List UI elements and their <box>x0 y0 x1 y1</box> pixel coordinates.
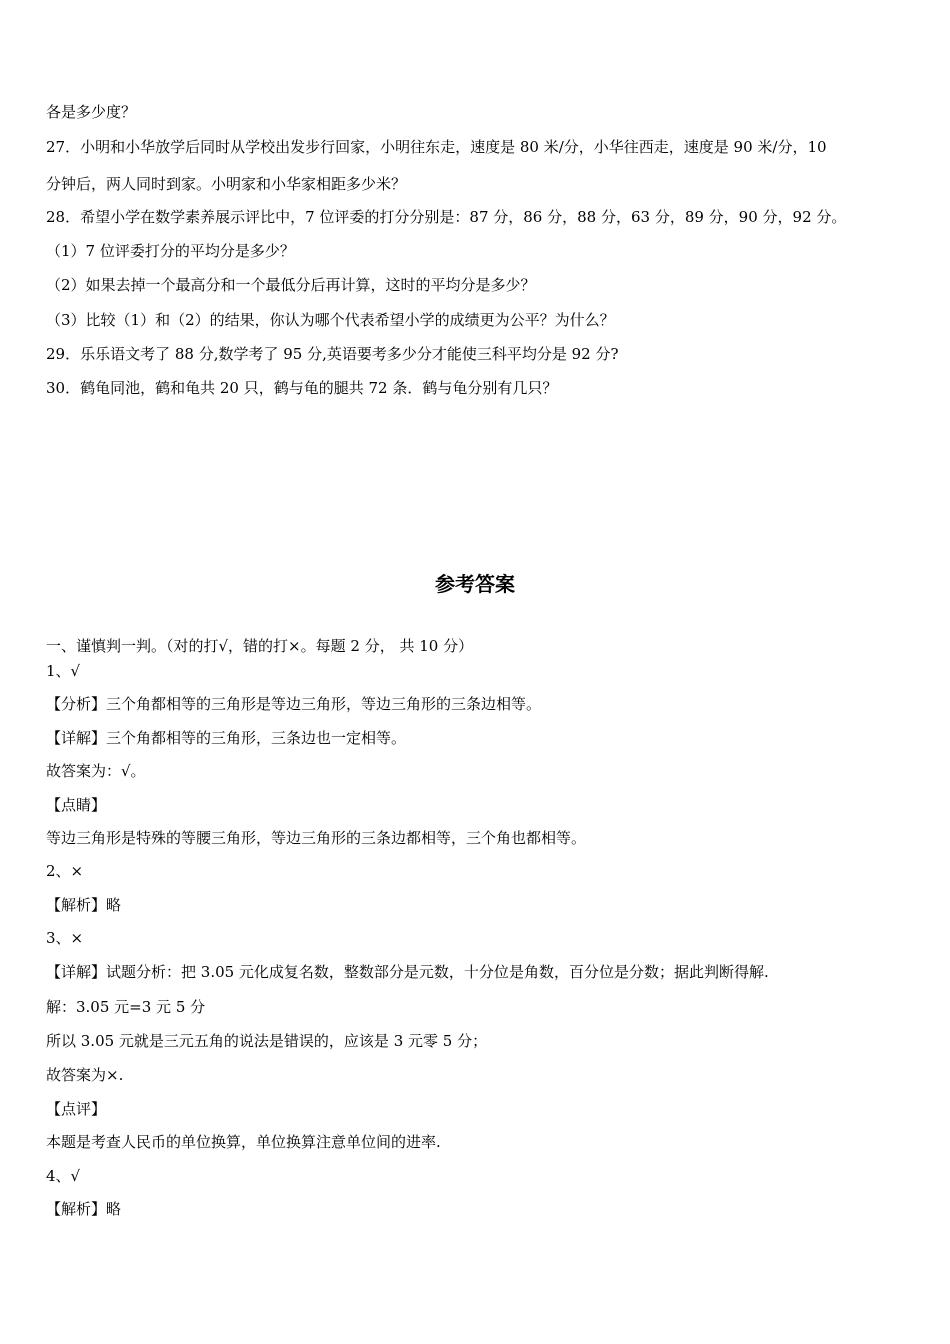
answer-4: 4、√ <box>46 1167 81 1185</box>
answer-3-comment: 本题是考查人民币的单位换算，单位换算注意单位间的进率. <box>46 1133 441 1151</box>
question-27-line-1: 27．小明和小华放学后同时从学校出发步行回家，小明往东走，速度是 80 米/分，小华往西走，速度是 90 米/分，10 <box>46 138 827 156</box>
answer-1-tip-label: 【点睛】 <box>46 796 107 814</box>
question-26-tail: 各是多少度？ <box>46 103 137 121</box>
answers-heading: 参考答案 <box>435 572 515 596</box>
question-28-part-3: （3）比较（1）和（2）的结果，你认为哪个代表希望小学的成绩更为公平？为什么？ <box>46 311 615 329</box>
question-28-part-1: （1）7 位评委打分的平均分是多少？ <box>46 242 295 260</box>
answer-1-result: 故答案为：√。 <box>46 762 146 780</box>
answer-4-analysis: 【解析】略 <box>46 1200 122 1218</box>
answer-1: 1、√ <box>46 662 81 680</box>
answer-2: 2、× <box>46 862 84 880</box>
answer-1-detail: 【详解】三个角都相等的三角形，三条边也一定相等。 <box>46 729 407 747</box>
question-30: 30．鹤龟同池，鹤和龟共 20 只，鹤与龟的腿共 72 条．鹤与龟分别有几只？ <box>46 379 558 397</box>
answer-3-result: 故答案为×. <box>46 1066 124 1084</box>
answer-2-analysis: 【解析】略 <box>46 896 122 914</box>
answer-3-conclusion: 所以 3.05 元就是三元五角的说法是错误的，应该是 3 元零 5 分； <box>46 1032 488 1050</box>
answer-3-comment-label: 【点评】 <box>46 1100 107 1118</box>
question-29: 29．乐乐语文考了 88 分,数学考了 95 分,英语要考多少分才能使三科平均分是 92 分? <box>46 345 619 363</box>
question-28-part-2: （2）如果去掉一个最高分和一个最低分后再计算，这时的平均分是多少？ <box>46 276 536 294</box>
question-28: 28．希望小学在数学素养展示评比中，7 位评委的打分分别是：87 分，86 分，88 分，63 分，89 分，90 分，92 分。 <box>46 208 847 226</box>
answers-section-1-heading: 一、谨慎判一判。（对的打√，错的打×。每题 2 分， 共 10 分） <box>46 637 474 655</box>
answer-1-analysis: 【分析】三个角都相等的三角形是等边三角形，等边三角形的三条边相等。 <box>46 695 542 713</box>
answer-3: 3、× <box>46 929 84 947</box>
question-27-line-2: 分钟后，两人同时到家。小明家和小华家相距多少米？ <box>46 175 407 193</box>
answer-3-solution: 解：3.05 元=3 元 5 分 <box>46 998 206 1016</box>
answer-3-detail: 【详解】试题分析：把 3.05 元化成复名数，整数部分是元数，十分位是角数，百分位是分数；据此判断得解. <box>46 963 769 981</box>
answer-1-tip: 等边三角形是特殊的等腰三角形，等边三角形的三条边都相等，三个角也都相等。 <box>46 829 587 847</box>
